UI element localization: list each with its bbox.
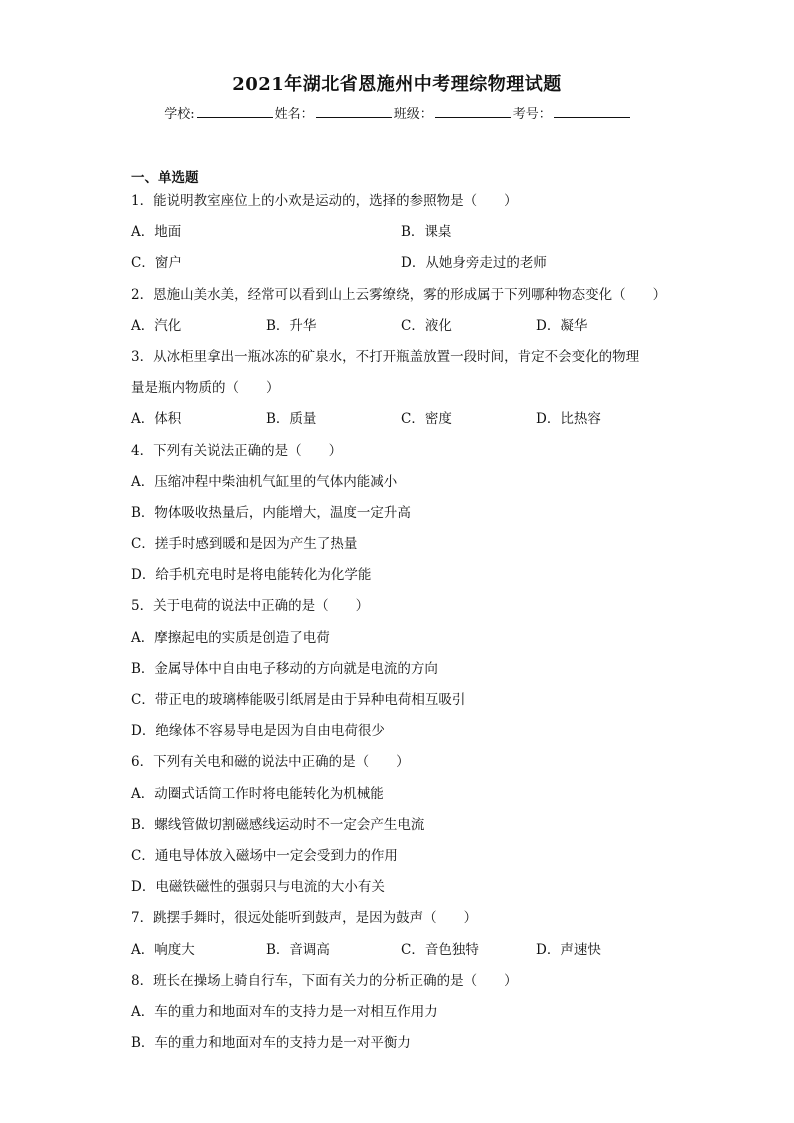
option-a: A．压缩冲程中柴油机气缸里的气体内能减小 bbox=[131, 473, 398, 490]
option-a: A．地面 bbox=[131, 224, 182, 241]
class-field bbox=[394, 103, 511, 122]
option-a: A．摩擦起电的实质是创造了电荷 bbox=[131, 629, 330, 646]
option-c: C．搓手时感到暖和是因为产生了热量 bbox=[131, 536, 358, 553]
option-b: B．课桌 bbox=[401, 224, 452, 241]
exam-number-field bbox=[513, 103, 630, 122]
option-a: A．体积 bbox=[131, 411, 182, 428]
name-blank bbox=[316, 103, 392, 118]
option-a: A．汽化 bbox=[131, 317, 182, 334]
exam-number-label: 考号： bbox=[512, 107, 552, 122]
student-info-row bbox=[0, 103, 794, 122]
option-a: A．车的重力和地面对车的支持力是一对相互作用力 bbox=[131, 1003, 438, 1020]
option-c: C．密度 bbox=[401, 411, 452, 428]
school-label: 学校: bbox=[164, 107, 195, 122]
question-stem: 4．下列有关说法正确的是（ ） bbox=[131, 442, 343, 459]
question-stem: 7．跳摆手舞时，很远处能听到鼓声，是因为鼓声（ ） bbox=[131, 910, 478, 927]
option-c: C．窗户 bbox=[131, 255, 182, 272]
exam-number-blank bbox=[554, 103, 630, 118]
option-d: D．电磁铁磁性的强弱只与电流的大小有关 bbox=[131, 879, 385, 896]
option-c: C．带正电的玻璃棒能吸引纸屑是由于异种电荷相互吸引 bbox=[131, 692, 466, 708]
class-blank bbox=[435, 103, 511, 118]
option-a: A．响度大 bbox=[131, 941, 195, 958]
option-d: D．从她身旁走过的老师 bbox=[401, 255, 547, 272]
option-row bbox=[131, 315, 671, 346]
option-b: B．升华 bbox=[266, 317, 317, 334]
section-heading: 一、单选题 bbox=[131, 170, 199, 186]
name-field bbox=[275, 103, 392, 122]
question-stem: 3．从冰柜里拿出一瓶冰冻的矿泉水，不打开瓶盖放置一段时间，肯定不会变化的物理 bbox=[131, 348, 640, 365]
option-b: B．质量 bbox=[266, 411, 317, 428]
school-field bbox=[164, 103, 272, 122]
option-b: B．车的重力和地面对车的支持力是一对平衡力 bbox=[131, 1035, 411, 1052]
question-stem-continued: 量是瓶内物质的（ ） bbox=[131, 380, 280, 397]
option-row bbox=[131, 939, 671, 970]
class-label: 班级： bbox=[393, 107, 433, 122]
option-b: B．金属导体中自由电子移动的方向就是电流的方向 bbox=[131, 660, 438, 677]
option-c: C．通电导体放入磁场中一定会受到力的作用 bbox=[131, 847, 398, 864]
option-d: D．比热容 bbox=[536, 411, 601, 428]
option-d: D．绝缘体不容易导电是因为自由电荷很少 bbox=[131, 723, 385, 740]
question-stem: 5．关于电荷的说法中正确的是（ ） bbox=[131, 598, 370, 615]
option-d: D．给手机充电时是将电能转化为化学能 bbox=[131, 567, 372, 584]
option-b: B．音调高 bbox=[266, 941, 330, 958]
option-c: C．音色独特 bbox=[401, 941, 479, 958]
option-b: B．螺线管做切割磁感线运动时不一定会产生电流 bbox=[131, 816, 425, 833]
question-stem: 2．恩施山美水美，经常可以看到山上云雾缭绕，雾的形成属于下列哪种物态变化（ ） bbox=[131, 286, 667, 303]
option-d: D．凝华 bbox=[536, 317, 588, 334]
option-row bbox=[131, 408, 671, 439]
option-row bbox=[131, 252, 671, 283]
option-a: A．动圈式话筒工作时将电能转化为机械能 bbox=[131, 785, 384, 802]
page-title: 2021年湖北省恩施州中考理综物理试题 bbox=[232, 74, 562, 95]
question-stem: 6．下列有关电和磁的说法中正确的是（ ） bbox=[131, 754, 410, 771]
option-row bbox=[131, 221, 671, 252]
school-blank bbox=[197, 103, 273, 118]
question-stem: 1．能说明教室座位上的小欢是运动的，选择的参照物是（ ） bbox=[131, 193, 518, 209]
question-stem: 8．班长在操场上骑自行车，下面有关力的分析正确的是（ ） bbox=[131, 972, 518, 989]
option-c: C．液化 bbox=[401, 317, 452, 334]
option-b: B．物体吸收热量后，内能增大，温度一定升高 bbox=[131, 504, 411, 521]
name-label: 姓名： bbox=[274, 107, 314, 122]
option-d: D．声速快 bbox=[536, 941, 601, 958]
question-list bbox=[131, 190, 671, 1063]
